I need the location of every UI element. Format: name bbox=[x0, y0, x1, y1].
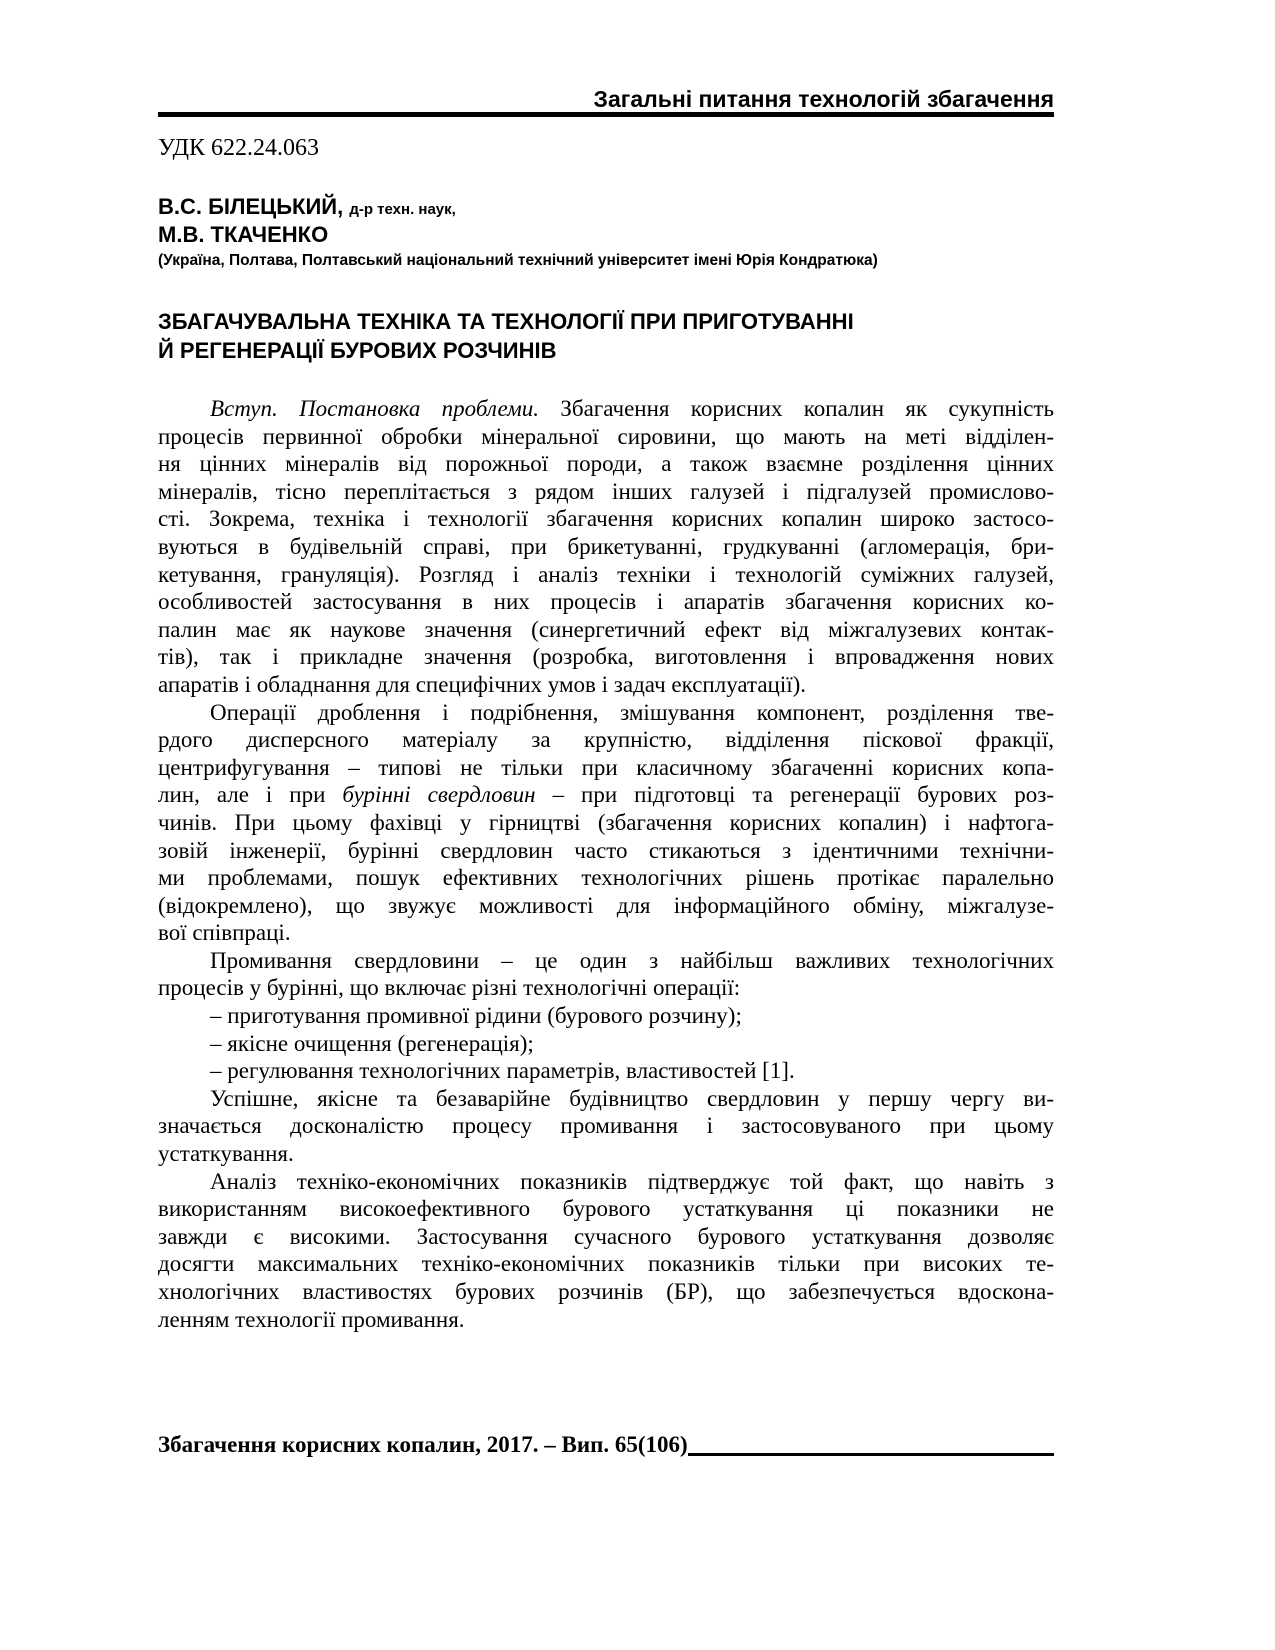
text-line: вої співпраці. bbox=[158, 920, 291, 946]
text-line: Аналіз техніко-економічних показників підтверджує той факт, що навіть з bbox=[210, 1168, 1054, 1194]
text-line: Успішне, якісне та безаварійне будівництво свердловин у першу чергу ви- bbox=[210, 1085, 1054, 1111]
text-line: зовій інженерії, бурінні свердловин часто стикаються з ідентичними технічни- bbox=[158, 837, 1054, 863]
text-line: апаратів і обладнання для специфічних умов і задач експлуатації). bbox=[158, 671, 807, 697]
text-line: вуються в будівельній справі, при брикетуванні, грудкуванні (агломерація, бри- bbox=[158, 533, 1054, 559]
text-line: Промивання свердловини – це один з найбільш важливих технологічних bbox=[210, 947, 1054, 973]
list-item: – приготування промивної рідини (бурового розчину); bbox=[210, 1003, 742, 1029]
text-line: чинів. При цьому фахівці у гірництві (збагачення корисних копалин) і нафтога- bbox=[158, 809, 1054, 835]
text-line: значається досконалістю процесу промивання і застосовуваного при цьому bbox=[158, 1113, 1054, 1139]
affiliation: (Україна, Полтава, Полтавський національний технічний університет імені Юрія Кондратюка) bbox=[158, 252, 878, 269]
author-name: В.С. БІЛЕЦЬКИЙ, bbox=[158, 194, 344, 219]
text-line: ня цінних мінералів від порожньої породи, а також взаємне розділення цінних bbox=[158, 451, 1054, 477]
article-title bbox=[158, 307, 854, 365]
udk-code: УДК 622.24.063 bbox=[158, 135, 319, 161]
journal-citation: Збагачення корисних копалин, 2017. – Вип. 65(106) bbox=[158, 1432, 688, 1457]
text-line: особливостей застосування в них процесів і апаратів збагачення корисних ко- bbox=[158, 589, 1054, 615]
text-line: хнологічних властивостях бурових розчинів (БР), що забезпечується вдоскона- bbox=[158, 1279, 1054, 1304]
list-item: – якісне очищення (регенерація); bbox=[210, 1030, 534, 1056]
text-line: устаткування. bbox=[158, 1141, 294, 1167]
author-degree: д-р техн. наук, bbox=[349, 201, 456, 218]
italic-term: бурінні свердловин bbox=[342, 782, 536, 808]
intro-lead: Вступ. Постановка проблеми. bbox=[210, 396, 540, 421]
text-line: (відокремлено), що звужує можливості для інформаційного обміну, міжгалузе- bbox=[158, 892, 1054, 918]
title-line: ЗБАГАЧУВАЛЬНА ТЕХНІКА ТА ТЕХНОЛОГІЇ ПРИ ПРИГОТУВАННІ bbox=[158, 309, 854, 334]
text-line: кетування, грануляція). Розгляд і аналіз техніки і технологій суміжних галузей, bbox=[158, 561, 1054, 587]
text-line: мінералів, тісно переплітається з рядом інших галузей і підгалузей промислово- bbox=[158, 478, 1054, 504]
text-line: Операції дроблення і подрібнення, змішування компонент, розділення тве- bbox=[210, 699, 1054, 725]
text-line: сті. Зокрема, техніка і технології збагачення корисних копалин широко застосо- bbox=[158, 506, 1054, 532]
text-line: Вступ. Постановка проблеми. Збагачення корисних копалин як сукупність bbox=[210, 396, 1054, 421]
text-line: досягти максимальних техніко-економічних показників тільки при високих те- bbox=[158, 1251, 1054, 1277]
text-line: лин, але і при бурінні свердловин – при підготовці та регенерації бурових роз- bbox=[158, 782, 1054, 808]
text-line: ми проблемами, пошук ефективних технологічних рішень протікає паралельно bbox=[158, 865, 1054, 891]
text-line: центрифугування – типові не тільки при класичному збагаченні корисних копа- bbox=[158, 754, 1054, 780]
author-2 bbox=[158, 222, 328, 248]
author-1 bbox=[158, 194, 456, 220]
list-item: – регулювання технологічних параметрів, властивостей [1]. bbox=[210, 1058, 795, 1084]
text-line: рдого дисперсного матеріалу за крупністю, відділення піскової фракції, bbox=[158, 727, 1054, 753]
text-line: процесів первинної обробки мінеральної сировини, що мають на меті відділен- bbox=[158, 423, 1054, 449]
text-line: тів), так і прикладне значення (розробка, виготовлення і впровадження нових bbox=[158, 644, 1054, 670]
text-line: процесів у бурінні, що включає різні технологічні операції: bbox=[158, 975, 741, 1001]
journal-footer bbox=[158, 1432, 1054, 1458]
title-line: Й РЕГЕНЕРАЦІЇ БУРОВИХ РОЗЧИНІВ bbox=[158, 338, 557, 363]
text-line: завжди є високими. Застосування сучасного бурового устаткування дозволяє bbox=[158, 1223, 1054, 1249]
text-line: ленням технології промивання. bbox=[158, 1306, 465, 1332]
footer-rule bbox=[688, 1453, 1054, 1456]
header-rule bbox=[158, 112, 1054, 117]
text-line: використанням високоефективного бурового устаткування ці показники не bbox=[158, 1196, 1054, 1222]
article-body bbox=[158, 395, 1054, 1333]
author-name: М.В. ТКАЧЕНКО bbox=[158, 222, 329, 247]
running-header: Загальні питання технологій збагачення bbox=[593, 86, 1054, 112]
text-line: палин має як наукове значення (синергетичний ефект від міжгалузевих контак- bbox=[158, 616, 1054, 642]
